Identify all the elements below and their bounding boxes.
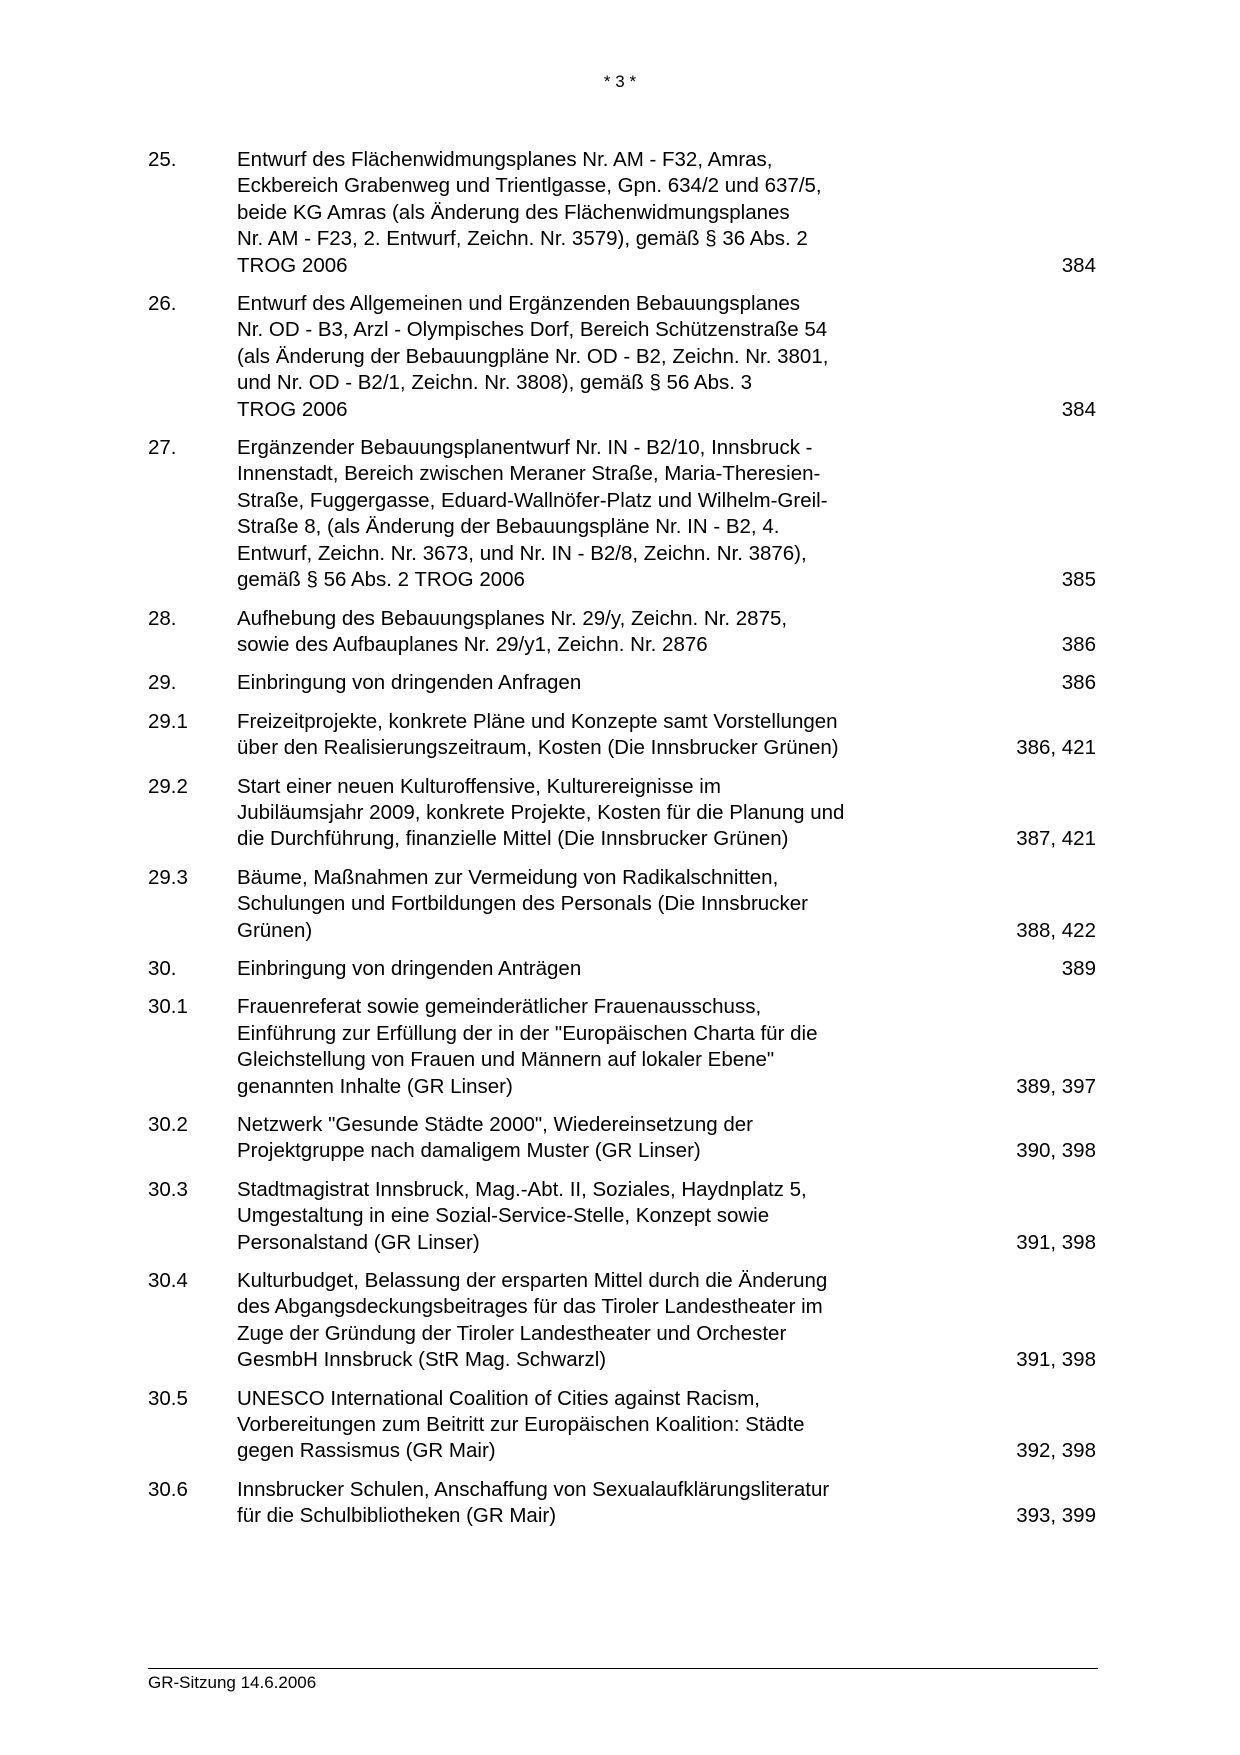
toc-entry-pages: 388, 422 xyxy=(1016,918,1096,942)
toc-entry-number: 30.2 xyxy=(148,1113,188,1136)
toc-entry-title xyxy=(237,709,937,762)
toc-entry-title-line: Ergänzender Bebauungsplanentwurf Nr. IN - B2/10, Innsbruck - xyxy=(237,436,813,460)
toc-entry-title-line: Schulungen und Fortbildungen des Personals (Die Innsbrucker xyxy=(237,892,808,916)
toc-entry-title xyxy=(237,865,937,944)
toc-entry xyxy=(148,774,1096,853)
toc-entry-number: 30.5 xyxy=(148,1386,188,1410)
toc-entry xyxy=(148,709,1096,762)
toc-entry xyxy=(148,1477,1096,1530)
toc-entry-title-line: TROG 2006 xyxy=(237,253,348,277)
toc-entry-number: 26. xyxy=(148,292,177,316)
toc-entry xyxy=(148,994,1096,1100)
toc-entry-title-line: die Durchführung, finanzielle Mittel (Die Innsbrucker Grünen) xyxy=(237,827,789,851)
toc-entry-pages: 391, 398 xyxy=(1016,1230,1096,1254)
toc-entry-title-line: Straße, Fuggergasse, Eduard-Wallnöfer-Platz und Wilhelm-Greil- xyxy=(237,488,828,512)
toc-entry-title xyxy=(237,1268,937,1374)
toc-entry-number: 27. xyxy=(148,436,177,460)
toc-entry xyxy=(148,435,1096,593)
toc-entry-number: 29.2 xyxy=(148,774,188,798)
toc-entry-title-line: Projektgruppe nach damaligem Muster (GR Linser) xyxy=(237,1139,701,1163)
table-of-contents xyxy=(148,147,1096,1542)
toc-entry-title xyxy=(237,291,937,423)
toc-entry-title-line: Entwurf des Allgemeinen und Ergänzenden Bebauungsplanes xyxy=(237,292,801,316)
toc-entry-title-line: Innenstadt, Bereich zwischen Meraner Straße, Maria-Theresien- xyxy=(237,462,821,486)
toc-entry-title-line: Jubiläumsjahr 2009, konkrete Projekte, Kosten für die Planung und xyxy=(237,800,845,824)
toc-entry-title-line: über den Realisierungszeitraum, Kosten (Die Innsbrucker Grünen) xyxy=(237,736,839,760)
toc-entry-pages: 386 xyxy=(1061,632,1096,656)
toc-entry-title-line: Frauenreferat sowie gemeinderätlicher Frauenausschuss, xyxy=(237,995,762,1019)
toc-entry-title xyxy=(237,435,937,593)
toc-entry-pages: 386, 421 xyxy=(1016,736,1096,760)
toc-entry-number: 29. xyxy=(148,671,177,695)
toc-entry-title xyxy=(237,670,937,696)
toc-entry-title-line: (als Änderung der Bebauungpläne Nr. OD - B2, Zeichn. Nr. 3801, xyxy=(237,344,829,368)
toc-entry xyxy=(148,1268,1096,1374)
toc-entry-title-line: Einbringung von dringenden Anträgen xyxy=(237,956,582,980)
toc-entry-title-line: gegen Rassismus (GR Mair) xyxy=(237,1439,496,1463)
toc-entry-title-line: Innsbrucker Schulen, Anschaffung von Sexualaufklärungsliteratur xyxy=(237,1477,830,1501)
toc-entry-pages: 385 xyxy=(1061,568,1096,592)
toc-entry xyxy=(148,1177,1096,1256)
footer-session-date: GR-Sitzung 14.6.2006 xyxy=(148,1673,317,1692)
toc-entry-pages: 389 xyxy=(1061,956,1096,980)
toc-entry-title xyxy=(237,1177,937,1256)
toc-entry xyxy=(148,147,1096,279)
toc-entry-title-line: Gleichstellung von Frauen und Männern auf lokaler Ebene" xyxy=(237,1048,775,1072)
toc-entry xyxy=(148,956,1096,982)
toc-entry-title xyxy=(237,774,937,853)
toc-entry xyxy=(148,1112,1096,1165)
toc-entry-pages: 392, 398 xyxy=(1016,1439,1096,1463)
toc-entry-number: 28. xyxy=(148,606,177,630)
toc-entry-title-line: Start einer neuen Kulturoffensive, Kulturereignisse im xyxy=(237,774,721,798)
toc-entry-pages: 390, 398 xyxy=(1016,1139,1096,1163)
toc-entry xyxy=(148,291,1096,423)
toc-entry xyxy=(148,606,1096,659)
toc-entry-pages: 387, 421 xyxy=(1016,827,1096,851)
toc-entry-title-line: Netzwerk "Gesunde Städte 2000", Wiedereinsetzung der xyxy=(237,1113,753,1136)
toc-entry-title xyxy=(237,1112,937,1165)
toc-entry-title-line: Straße 8, (als Änderung der Bebauungspläne Nr. IN - B2, 4. xyxy=(237,515,780,539)
toc-entry-title-line: gemäß § 56 Abs. 2 TROG 2006 xyxy=(237,568,525,592)
toc-entry-title-line: genannten Inhalte (GR Linser) xyxy=(237,1074,513,1098)
toc-entry-title xyxy=(237,606,937,659)
toc-entry-number: 30.4 xyxy=(148,1269,188,1293)
toc-entry-pages: 386 xyxy=(1061,671,1096,695)
toc-entry-title-line: Eckbereich Grabenweg und Trientlgasse, Gpn. 634/2 und 637/5, xyxy=(237,174,822,198)
toc-entry-title-line: Vorbereitungen zum Beitritt zur Europäischen Koalition: Städte xyxy=(237,1413,805,1437)
toc-entry-title-line: für die Schulbibliotheken (GR Mair) xyxy=(237,1504,557,1528)
toc-entry-title-line: Entwurf, Zeichn. Nr. 3673, und Nr. IN - B2/8, Zeichn. Nr. 3876), xyxy=(237,541,807,565)
toc-entry-title-line: Kulturbudget, Belassung der ersparten Mittel durch die Änderung xyxy=(237,1269,828,1293)
toc-entry-title-line: Personalstand (GR Linser) xyxy=(237,1230,480,1254)
toc-entry-number: 30.3 xyxy=(148,1177,188,1201)
toc-entry-title-line: TROG 2006 xyxy=(237,397,348,421)
toc-entry-title-line: Zuge der Gründung der Tiroler Landestheater und Orchester xyxy=(237,1321,787,1345)
toc-entry-title-line: des Abgangsdeckungsbeitrages für das Tiroler Landestheater im xyxy=(237,1295,823,1319)
toc-entry xyxy=(148,1386,1096,1465)
toc-entry-number: 29.3 xyxy=(148,865,188,889)
footer-divider xyxy=(148,1668,1098,1669)
toc-entry-number: 30.1 xyxy=(148,995,188,1019)
toc-entry-pages: 391, 398 xyxy=(1016,1348,1096,1372)
toc-entry-title-line: Freizeitprojekte, konkrete Pläne und Konzepte samt Vorstellungen xyxy=(237,709,838,733)
toc-entry-title xyxy=(237,1477,937,1530)
toc-entry-number: 30. xyxy=(148,956,177,980)
toc-entry-title-line: Umgestaltung in eine Sozial-Service-Stelle, Konzept sowie xyxy=(237,1204,770,1228)
toc-entry-number: 29.1 xyxy=(148,709,188,733)
toc-entry-pages: 384 xyxy=(1061,253,1096,277)
toc-entry-title-line: GesmbH Innsbruck (StR Mag. Schwarzl) xyxy=(237,1348,607,1372)
toc-entry-number: 30.6 xyxy=(148,1477,188,1501)
toc-entry-title xyxy=(237,147,937,279)
toc-entry xyxy=(148,865,1096,944)
toc-entry-title-line: Nr. OD - B3, Arzl - Olympisches Dorf, Bereich Schützenstraße 54 xyxy=(237,318,828,342)
toc-entry-title-line: Einbringung von dringenden Anfragen xyxy=(237,671,582,695)
toc-entry-title-line: Aufhebung des Bebauungsplanes Nr. 29/y, Zeichn. Nr. 2875, xyxy=(237,606,788,630)
toc-entry-pages: 393, 399 xyxy=(1016,1504,1096,1528)
toc-entry-pages: 384 xyxy=(1061,397,1096,421)
toc-entry-title-line: Stadtmagistrat Innsbruck, Mag.-Abt. II, Soziales, Haydnplatz 5, xyxy=(237,1177,807,1201)
toc-entry-title-line: Bäume, Maßnahmen zur Vermeidung von Radikalschnitten, xyxy=(237,865,779,889)
page-number: * 3 * xyxy=(603,72,637,91)
toc-entry-title-line: beide KG Amras (als Änderung des Flächenwidmungsplanes xyxy=(237,200,790,224)
toc-entry-title-line: Einführung zur Erfüllung der in der "Europäischen Charta für die xyxy=(237,1021,818,1045)
toc-entry-title-line: UNESCO International Coalition of Cities against Racism, xyxy=(237,1386,760,1410)
toc-entry-title xyxy=(237,1386,937,1465)
toc-entry-title-line: Nr. AM - F23, 2. Entwurf, Zeichn. Nr. 3579), gemäß § 36 Abs. 2 xyxy=(237,227,808,251)
toc-entry-title-line: sowie des Aufbauplanes Nr. 29/y1, Zeichn. Nr. 2876 xyxy=(237,632,708,656)
toc-entry-pages: 389, 397 xyxy=(1016,1074,1096,1098)
toc-entry-title xyxy=(237,994,937,1100)
toc-entry-title xyxy=(237,956,937,982)
toc-entry-number: 25. xyxy=(148,148,177,171)
toc-entry-title-line: Entwurf des Flächenwidmungsplanes Nr. AM - F32, Amras, xyxy=(237,148,773,171)
toc-entry xyxy=(148,670,1096,696)
toc-entry-title-line: Grünen) xyxy=(237,918,313,942)
toc-entry-title-line: und Nr. OD - B2/1, Zeichn. Nr. 3808), gemäß § 56 Abs. 3 xyxy=(237,371,753,395)
